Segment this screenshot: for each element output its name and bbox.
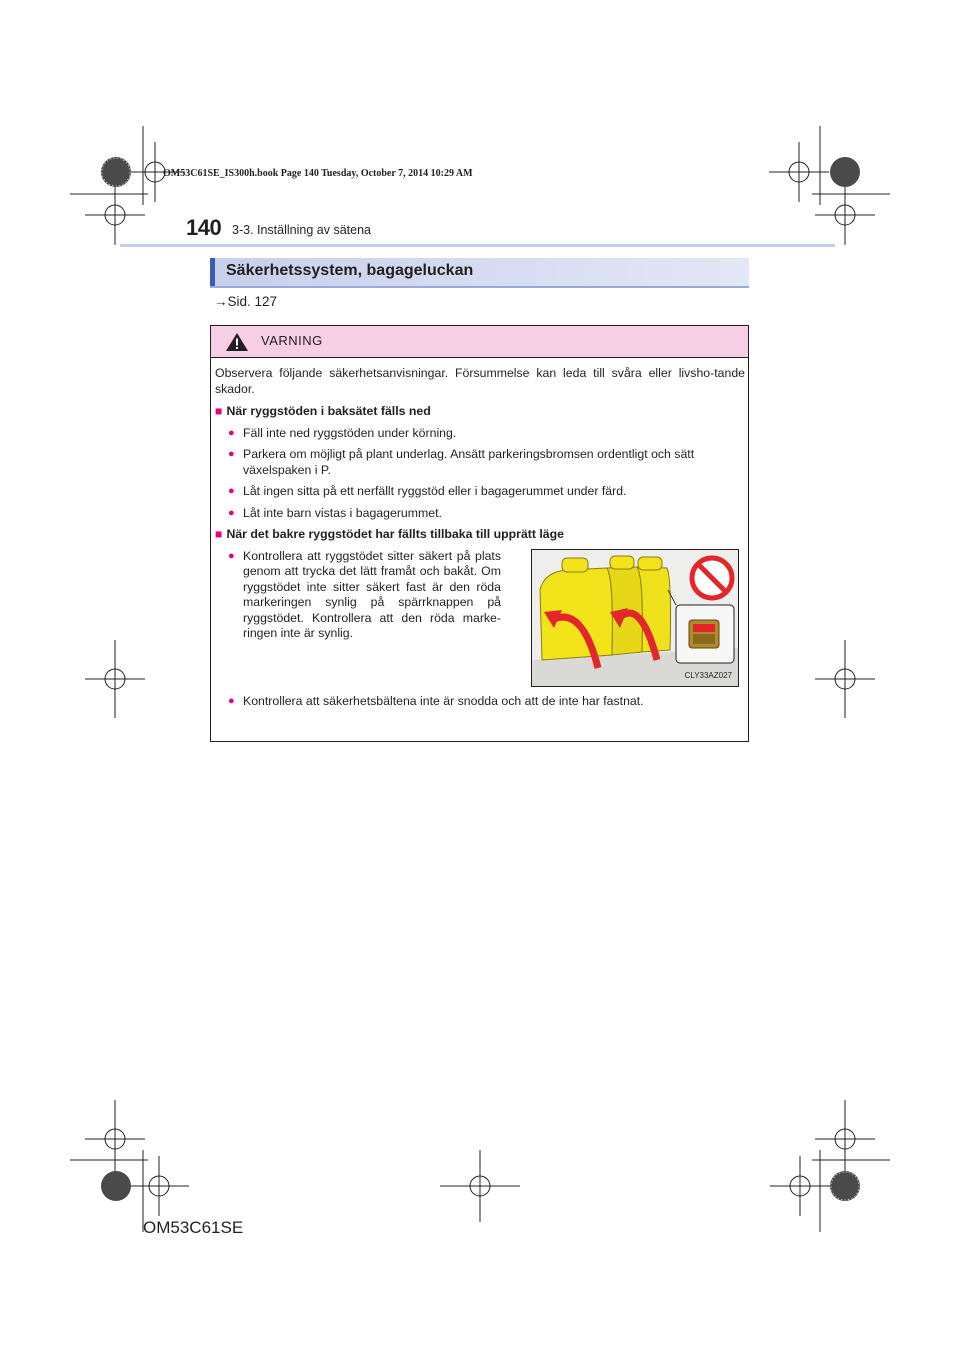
chapter-title: 3-3. Inställning av sätena: [232, 223, 371, 237]
bullet-icon: ●: [228, 485, 235, 497]
warning-label: VARNING: [261, 333, 323, 348]
square-marker-icon: ■: [215, 527, 223, 541]
bullet-icon: ●: [228, 694, 235, 707]
bullet-icon: ●: [228, 506, 235, 519]
footer-code: OM53C61SE: [143, 1218, 244, 1237]
book-info: OM53C61SE_IS300h.book Page 140 Tuesday, October 7, 2014 10:29 AM: [163, 168, 473, 179]
bullet-icon: ●: [228, 448, 235, 460]
rear-seat-icon: [532, 550, 739, 687]
list-item: ● Fäll inte ned ryggstöden under körning.: [228, 425, 457, 440]
subheading-seatback-upright: ■ När det bakre ryggstödet har fällts tillbaka till upprätt läge: [215, 527, 564, 541]
seatback-illustration: [531, 549, 739, 687]
list-item: ● Kontrollera att säkerhetsbältena inte är snodda och att de inte har fastnat.: [228, 693, 644, 708]
header-divider: [120, 244, 835, 247]
warning-box: [210, 325, 749, 742]
warning-intro: Observera följande säkerhetsanvisningar. Försummelse kan leda till svåra eller livsho-tande skador.: [215, 366, 745, 396]
page-number: 140: [186, 215, 222, 240]
warning-triangle-icon: [225, 332, 249, 352]
list-item: ● Låt ingen sitta på ett nerfällt ryggstöd eller i bagagerummet under färd.: [228, 484, 627, 498]
square-marker-icon: ■: [215, 404, 223, 418]
list-item: ● Låt inte barn vistas i bagagerummet.: [228, 505, 442, 520]
illustration-code: CLY33AZ027: [684, 671, 732, 680]
section-title: Säkerhetssystem, bagageluckan: [226, 262, 474, 279]
bullet-icon: ●: [228, 426, 235, 439]
list-item: ● Kontrollera att ryggstödet sitter säkert på plats genom att trycka det lätt framåt och bakåt. Om ryggstödet inte sitter säkert fast är den röda markeringen synlig på spärrknappen på ryggstödet. Kontrollera att den röda marke-ringen inte är synlig.: [228, 548, 501, 640]
section-underline: [210, 286, 749, 288]
warning-body: [215, 366, 745, 715]
page-reference-link[interactable]: →Sid. 127: [214, 294, 278, 309]
subheading-seatback-folded: ■ När ryggstöden i baksätet fälls ned: [215, 404, 431, 418]
list-item: ● Parkera om möjligt på plant underlag. Ansätt parkeringsbromsen ordentligt och sätt växelspaken i P.: [228, 447, 695, 477]
warning-header: [211, 326, 748, 358]
section-header: [210, 258, 749, 286]
section-accent: [210, 258, 215, 286]
item-with-illustration: [215, 549, 745, 694]
bullet-icon: ●: [228, 549, 235, 562]
